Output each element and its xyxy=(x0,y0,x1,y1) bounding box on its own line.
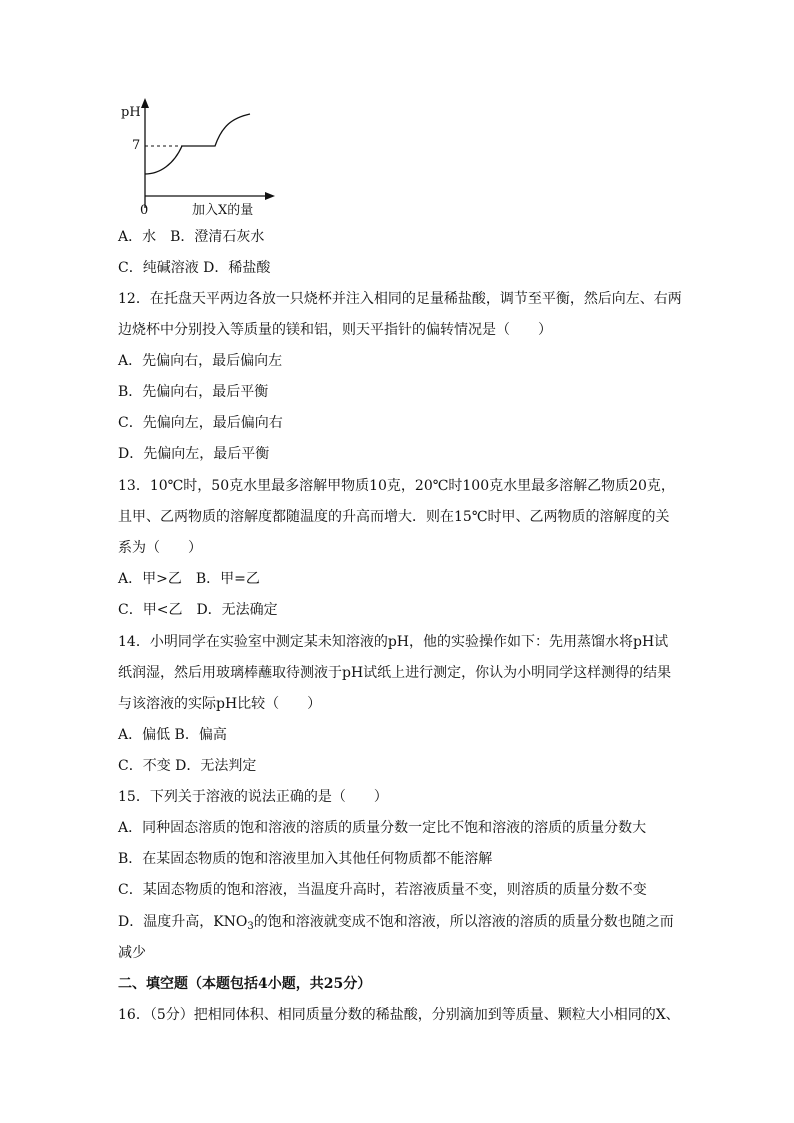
y-axis-label: pH xyxy=(121,105,141,120)
q12-option-a: A．先偏向右，最后偏向左 xyxy=(118,353,283,369)
x-axis-arrow xyxy=(265,192,275,200)
q15-option-a: A．同种固态溶质的饱和溶液的溶质的质量分数一定比不饱和溶液的溶质的质量分数大 xyxy=(118,820,647,836)
q13-stem-line-1: 13．10℃时，50克水里最多溶解甲物质10克，20℃时100克水里最多溶解乙物质20克， xyxy=(118,478,675,494)
origin-label: 0 xyxy=(140,203,149,218)
y-tick-7: 7 xyxy=(132,138,141,153)
q14-option-cd: C．不变 D．无法判定 xyxy=(118,758,257,774)
q13-stem-line-3: 系为（ ） xyxy=(118,540,202,556)
q16-stem-line-1: 16．（5分）把相同体积、相同质量分数的稀盐酸，分别滴加到等质量、颗粒大小相同的X、 xyxy=(118,1007,680,1023)
q15-option-b: B．在某固态物质的饱和溶液里加入其他任何物质都不能溶解 xyxy=(118,851,493,867)
q12-option-c: C．先偏向左，最后偏向右 xyxy=(118,415,283,431)
ph-curve xyxy=(145,114,250,174)
q11-option-ab: A．水 B．澄清石灰水 xyxy=(118,229,265,245)
q15-option-d-subscript: 3 xyxy=(247,921,254,932)
q14-stem-line-2: 纸润湿，然后用玻璃棒蘸取待测液于pH试纸上进行测定，你认为小明同学这样测得的结果 xyxy=(118,665,672,681)
ph-graph-figure xyxy=(110,96,280,218)
q15-option-d-post: 的饱和溶液就变成不饱和溶液，所以溶液的溶质的质量分数也随之而 xyxy=(253,914,674,930)
section-2-title: 二、填空题（本题包括4小题，共25分） xyxy=(118,976,372,992)
q15-option-d-pre: D．温度升高，KNO xyxy=(118,914,248,930)
q15-option-d-continuation: 减少 xyxy=(118,945,146,961)
q13-option-cd: C．甲<乙 D．无法确定 xyxy=(118,602,278,618)
q14-option-ab: A．偏低 B．偏高 xyxy=(118,727,227,743)
q12-option-b: B．先偏向右，最后平衡 xyxy=(118,384,269,400)
q14-stem-line-3: 与该溶液的实际pH比较（ ） xyxy=(118,696,322,712)
q15-option-c: C．某固态物质的饱和溶液，当温度升高时，若溶液质量不变，则溶质的质量分数不变 xyxy=(118,882,647,898)
q12-stem-line-1: 12．在托盘天平两边各放一只烧杯并注入相同的足量稀盐酸，调节至平衡，然后向左、右两 xyxy=(118,291,682,307)
q11-option-cd: C．纯碱溶液 D．稀盐酸 xyxy=(118,260,271,276)
q12-option-d: D．先偏向左，最后平衡 xyxy=(118,446,270,462)
q12-stem-line-2: 边烧杯中分别投入等质量的镁和铝，则天平指针的偏转情况是（ ） xyxy=(118,322,552,338)
x-axis-label: 加入X的量 xyxy=(192,203,254,218)
q14-stem-line-1: 14．小明同学在实验室中测定某未知溶液的pH，他的实验操作如下：先用蒸馏水将pH试 xyxy=(118,634,669,650)
q13-stem-line-2: 且甲、乙两物质的溶解度都随温度的升高而增大．则在15℃时甲、乙两物质的溶解度的关 xyxy=(118,509,670,525)
q13-option-ab: A．甲>乙 B．甲=乙 xyxy=(118,571,260,587)
y-axis-arrow xyxy=(141,98,149,108)
q15-stem: 15．下列关于溶液的说法正确的是（ ） xyxy=(118,789,388,805)
q15-option-d xyxy=(118,912,674,932)
